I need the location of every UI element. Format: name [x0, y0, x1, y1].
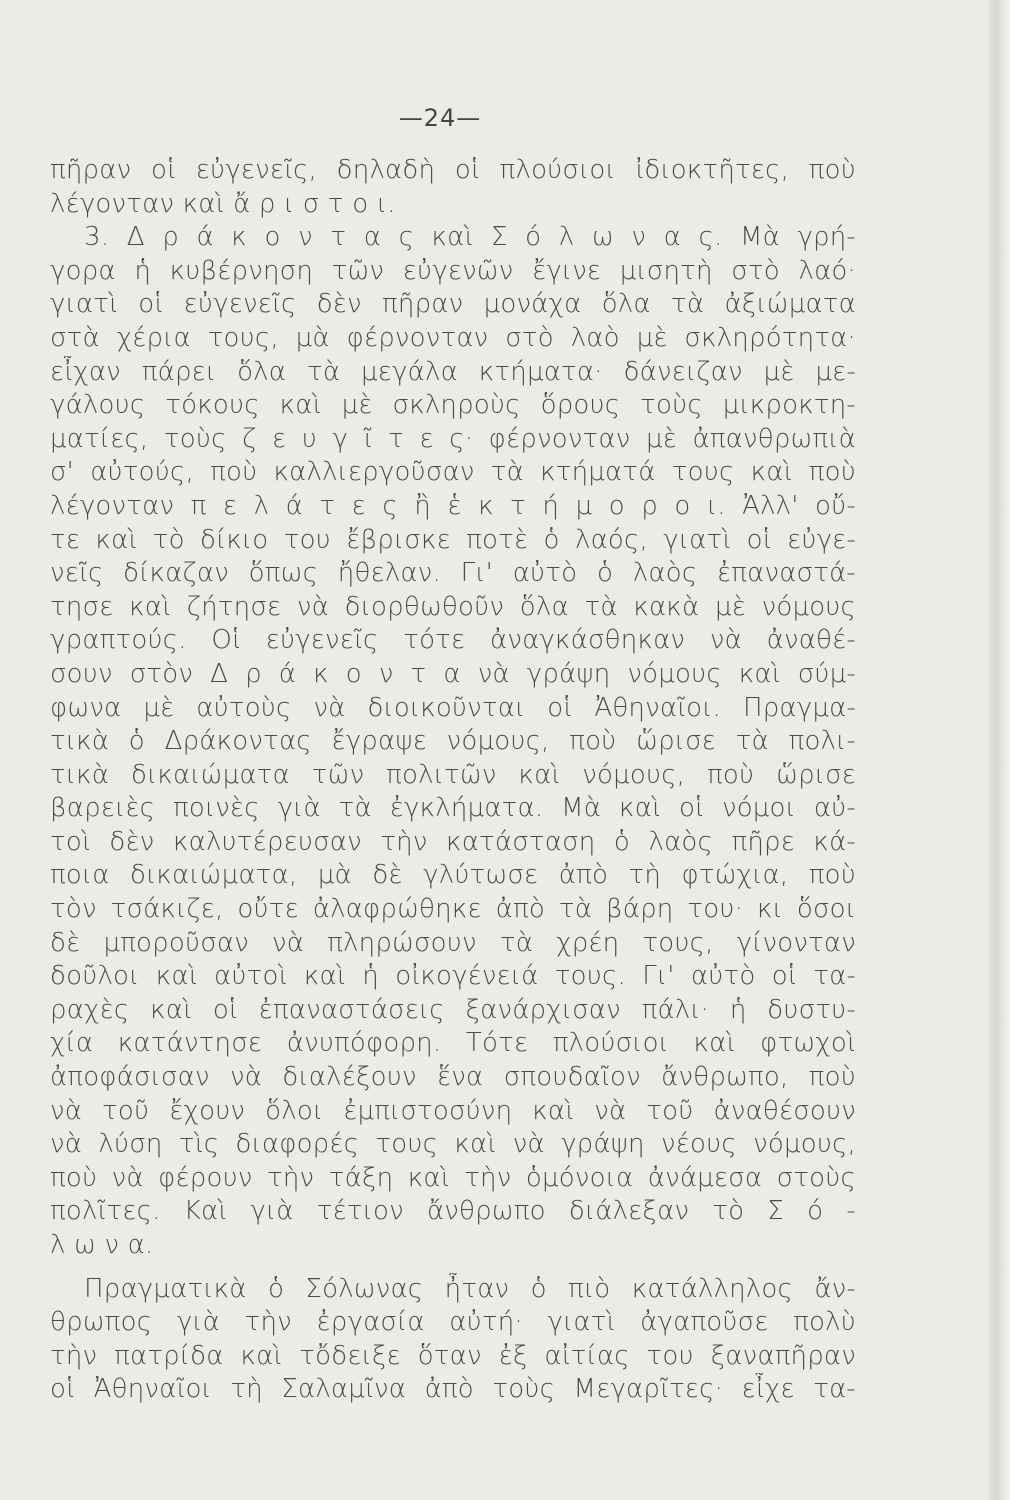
text-line: δοῦλοι καὶ αὐτοὶ καὶ ἡ οἰκογένειά τους. Γι' αὐτὸ οἱ τα- [50, 961, 856, 992]
text-line: νεῖς δίκαζαν ὅπως ἤθελαν. Γι' αὐτὸ ὁ λαὸς ἐπαναστά- [50, 558, 856, 589]
text-line: 3. Δ ρ ά κ ο ν τ α ς καὶ Σ ό λ ω ν α ς. Μὰ γρή- [84, 222, 856, 253]
text-line: σουν στὸν Δ ρ ά κ ο ν τ α νὰ γράψη νόμους καὶ σύμ- [50, 658, 856, 689]
page-edge [988, 0, 1010, 1500]
text-line: φωνα μὲ αὐτοὺς νὰ διοικοῦνται οἱ Ἀθηναῖοι. Πραγμα- [50, 692, 856, 723]
paragraph-gap [50, 1263, 856, 1273]
text-line: τικὰ δικαιώματα τῶν πολιτῶν καὶ νόμους, ποὺ ὥρισε [50, 759, 856, 790]
text-line: γορα ἡ κυβέρνηση τῶν εὐγενῶν ἔγινε μισητὴ στὸ λαό· [50, 255, 856, 286]
text-line: ποὺ νὰ φέρουν τὴν τάξη καὶ τὴν ὁμόνοια ἀνάμεσα στοὺς [50, 1162, 856, 1193]
text-line: βαρειὲς ποινὲς γιὰ τὰ ἐγκλήματα. Μὰ καὶ οἱ νόμοι αὐ- [50, 793, 856, 824]
text-line: πολῖτες. Καὶ γιὰ τέτιον ἄνθρωπο διάλεξαν τὸ Σ ό - [50, 1196, 856, 1227]
text-line: γάλους τόκους καὶ μὲ σκληροὺς ὅρους τοὺς μικροκτη- [50, 390, 856, 421]
text-line: δὲ μποροῦσαν νὰ πληρώσουν τὰ χρέη τους, γίνονταν [50, 927, 856, 958]
page-number: —24— [398, 104, 482, 132]
text-line: Πραγματικὰ ὁ Σόλωνας ἦταν ὁ πιὸ κατάλληλος ἄν- [84, 1273, 856, 1304]
text-line: ραχὲς καὶ οἱ ἐπαναστάσεις ξανάρχισαν πάλι· ἡ δυστυ- [50, 994, 856, 1025]
text-line: τε καὶ τὸ δίκιο του ἔβρισκε ποτὲ ὁ λαός, γιατὶ οἱ εὐγε- [50, 524, 856, 555]
text-line: πῆραν οἱ εὐγενεῖς, δηλαδὴ οἱ πλούσιοι ἰδιοκτῆτες, ποὺ [50, 155, 856, 185]
text-line: ἀποφάσισαν νὰ διαλέξουν ἕνα σπουδαῖον ἄνθρωπο, ποὺ [50, 1062, 856, 1093]
text-line: τοὶ δὲν καλυτέρευσαν τὴν κατάσταση ὁ λαὸς πῆρε κά- [50, 826, 856, 857]
text-line: τικὰ ὁ Δράκοντας ἔγραψε νόμους, ποὺ ὥρισε τὰ πολι- [50, 726, 856, 757]
text-line: τὴν πατρίδα καὶ τὄδειξε ὅταν ἐξ αἰτίας του ξαναπῆραν [50, 1340, 856, 1371]
text-line: στὰ χέρια τους, μὰ φέρνονταν στὸ λαὸ μὲ σκληρότητα· [50, 322, 856, 353]
text-line: λέγονταν π ε λ ά τ ε ς ἢ ἑ κ τ ή μ ο ρ ο ι. Ἀλλ' οὔ- [50, 490, 856, 521]
text-line: χία κατάντησε ἀνυπόφορη. Τότε πλούσιοι καὶ φτωχοὶ [50, 1028, 856, 1059]
text-line: γιατὶ οἱ εὐγενεῖς δὲν πῆραν μονάχα ὅλα τὰ ἀξιώματα [50, 289, 856, 320]
text-line: ποια δικαιώματα, μὰ δὲ γλύτωσε ἀπὸ τὴ φτώχια, ποὺ [50, 860, 856, 891]
text-line: γραπτούς. Οἱ εὐγενεῖς τότε ἀναγκάσθηκαν νὰ ἀναθέ- [50, 625, 856, 656]
text-line: τησε καὶ ζήτησε νὰ διορθωθοῦν ὅλα τὰ κακὰ μὲ νόμους [50, 591, 856, 622]
body-text [50, 154, 856, 1407]
text-line: νὰ τοῦ ἔχουν ὅλοι ἐμπιστοσύνη καὶ νὰ τοῦ ἀναθέσουν [50, 1095, 856, 1126]
text-line: εἶχαν πάρει ὅλα τὰ μεγάλα κτήματα· δάνειζαν μὲ με- [50, 356, 856, 387]
text-line: σ' αὐτούς, ποὺ καλλιεργοῦσαν τὰ κτήματά τους καὶ ποὺ [50, 457, 856, 488]
text-line: ματίες, τοὺς ζ ε υ γ ῖ τ ε ς· φέρνονταν μὲ ἀπανθρωπιὰ [50, 423, 856, 454]
text-line: νὰ λύση τὶς διαφορές τους καὶ νὰ γράψη νέους νόμους, [50, 1129, 856, 1160]
text-line: λ ω ν α. [50, 1230, 154, 1260]
text-line: λέγονταν καὶ ἄ ρ ι σ τ ο ι. [50, 188, 396, 219]
text-line: οἱ Ἀθηναῖοι τὴ Σαλαμῖνα ἀπὸ τοὺς Μεγαρῖτες· εἶχε τα- [50, 1374, 856, 1405]
text-line: τὸν τσάκιζε, οὔτε ἀλαφρώθηκε ἀπὸ τὰ βάρη του· κι ὅσοι [50, 894, 856, 925]
text-line: θρωπος γιὰ τὴν ἐργασία αὐτή· γιατὶ ἀγαποῦσε πολὺ [50, 1307, 856, 1338]
